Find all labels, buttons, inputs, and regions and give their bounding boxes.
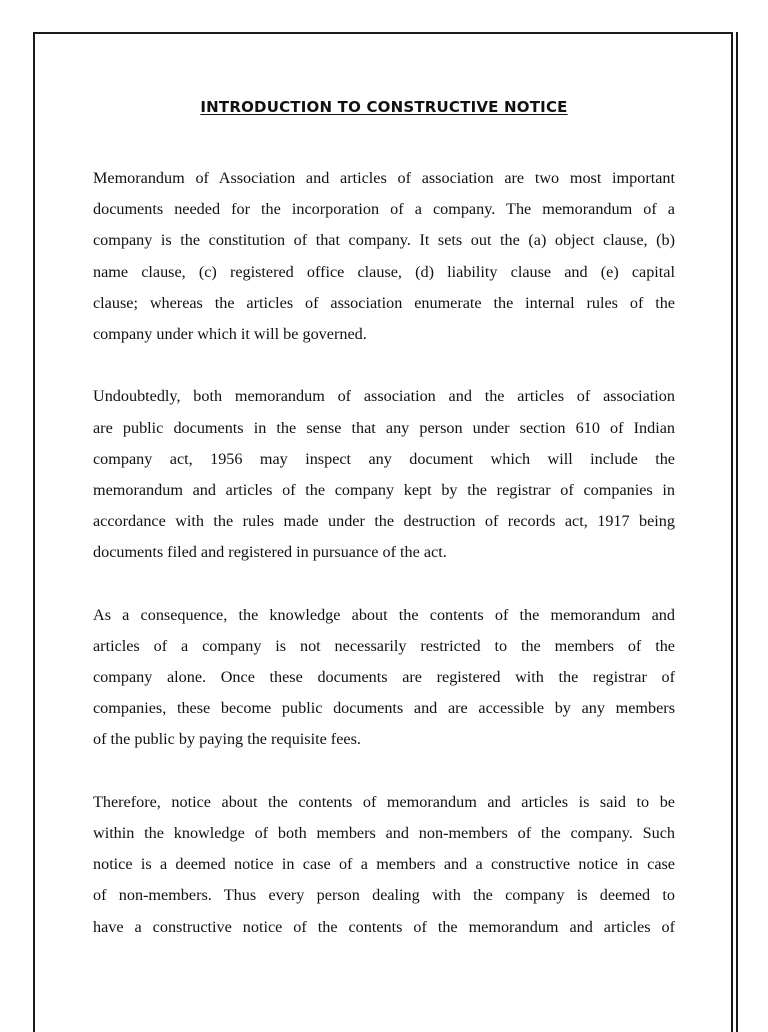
text-line: company under which it will be governed. bbox=[93, 324, 367, 343]
text-line: Undoubtedly, both memorandum of association and the articles of association bbox=[93, 387, 675, 406]
text-line: companies, these become public documents and are accessible by any members bbox=[93, 699, 675, 718]
text-line: company alone. Once these documents are registered with the registrar of bbox=[93, 668, 675, 686]
text-line: notice is a deemed notice in case of a members and a constructive notice in case bbox=[93, 855, 675, 874]
text-line: are public documents in the sense that any person under section 610 of Indian bbox=[93, 418, 675, 437]
text-line: articles of a company is not necessarily restricted to the members of the bbox=[93, 636, 675, 655]
text-line: clause; whereas the articles of association enumerate the internal rules of the bbox=[93, 293, 675, 312]
text-line: As a consequence, the knowledge about the contents of the memorandum and bbox=[93, 605, 675, 624]
document-body bbox=[93, 163, 675, 974]
text-line: company is the constitution of that company. It sets out the (a) object clause, (b) bbox=[93, 231, 675, 250]
paragraph-1 bbox=[93, 163, 675, 350]
text-line: name clause, (c) registered office clause, (d) liability clause and (e) capital bbox=[93, 262, 675, 281]
page-border-double-line bbox=[736, 32, 738, 1032]
document-title-text: INTRODUCTION TO CONSTRUCTIVE NOTICE bbox=[200, 98, 568, 116]
paragraph-3 bbox=[93, 600, 675, 756]
text-line: documents needed for the incorporation of a company. The memorandum of a bbox=[93, 200, 675, 219]
text-line: memorandum and articles of the company kept by the registrar of companies in bbox=[93, 480, 675, 499]
text-line: of non-members. Thus every person dealing with the company is deemed to bbox=[93, 886, 675, 905]
document-title bbox=[0, 98, 768, 116]
text-line: Memorandum of Association and articles of association are two most important bbox=[93, 169, 675, 187]
text-line: company act, 1956 may inspect any document which will include the bbox=[93, 449, 675, 468]
text-line: of the public by paying the requisite fees. bbox=[93, 730, 361, 749]
text-line: Therefore, notice about the contents of memorandum and articles is said to be bbox=[93, 792, 675, 811]
text-line: accordance with the rules made under the destruction of records act, 1917 being bbox=[93, 512, 675, 531]
text-line: documents filed and registered in pursuance of the act. bbox=[93, 543, 447, 562]
paragraph-4 bbox=[93, 787, 675, 943]
text-line: within the knowledge of both members and non-members of the company. Such bbox=[93, 823, 675, 842]
paragraph-2 bbox=[93, 381, 675, 568]
text-line: have a constructive notice of the contents of the memorandum and articles of bbox=[93, 917, 675, 936]
